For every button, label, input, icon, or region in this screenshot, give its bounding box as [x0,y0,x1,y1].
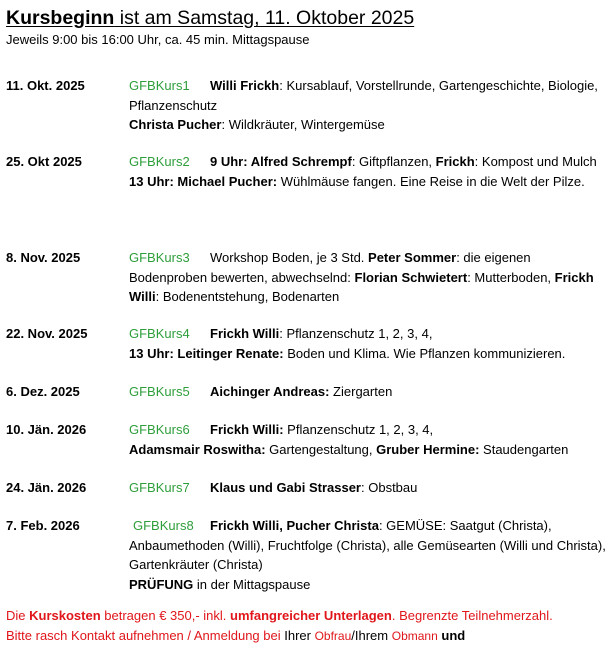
entry-date: 25. Okt 2025 [6,154,82,169]
description-line [129,478,609,498]
description-line [129,382,609,402]
footer-segment: Kurskosten [29,608,101,623]
text-segment: Staudengarten [479,441,569,457]
entry-description [129,420,609,459]
course-code: GFBKurs4 [129,326,190,341]
entry-date: 7. Feb. 2026 [6,518,80,533]
bold-segment: 13 Uhr: Leitinger Renate: [129,345,284,361]
course-code: GFBKurs7 [129,480,190,495]
text-segment: Boden und Klima. Wie Pflanzen kommunizieren. [283,345,566,361]
description-line [129,575,609,595]
footer-segment: umfangreicher Unterlagen [230,608,392,623]
entry-date: 10. Jän. 2026 [6,422,87,437]
entry-date: 22. Nov. 2025 [6,326,88,341]
footer-segment: betragen € 350,- inkl. [100,608,231,623]
text-segment: : Wildkräuter, Wintergemüse [221,117,385,132]
entry-description [129,382,609,402]
bold-segment: Klaus und Gabi Strasser [210,480,361,495]
title-rest: ist am Samstag, 11. Oktober 2025 [114,7,415,29]
description-line [129,76,609,115]
footer-segment: Bitte rasch Kontakt aufnehmen / Anmeldung bei [6,627,285,643]
entry-description [129,478,609,498]
bold-segment: Florian Schwietert [354,269,468,285]
bold-segment: PRÜFUNG [129,576,194,592]
entry-date: 11. Okt. 2025 [6,78,85,93]
entry-description [129,248,609,307]
text-segment: Pflanzenschutz 1, 2, 3, 4, [283,422,434,437]
bold-segment: Frickh [435,154,475,169]
text-segment: : Giftpflanzen, [351,154,436,169]
entry-description [129,76,609,135]
description-line [129,172,609,192]
description-line [129,248,609,307]
text-segment: Gartengestaltung, [265,441,377,457]
footer-segment: Ihrer [284,627,315,643]
course-code: GFBKurs5 [129,384,190,399]
course-code: GFBKurs8 [133,518,194,533]
bold-segment: Frickh Willi [210,326,280,341]
page-subtitle: Jeweils 9:00 bis 16:00 Uhr, ca. 45 min. Mittagspause [6,32,310,47]
text-segment: : Kursablauf, Vorstellrunde, Gartengeschichte, Biologie, Pflanzenschutz [129,78,598,113]
text-segment: in der Mittagspause [193,576,311,592]
entry-description [129,516,609,594]
title-bold: Kursbeginn [6,7,115,29]
bold-segment: 13 Uhr: Michael Pucher: [129,173,278,189]
footer-segment: Obfrau [314,628,352,643]
text-segment: : Mutterboden, [467,269,555,285]
text-segment: : die eigenen Bodenproben bewerten, abwechselnd: [129,250,531,285]
description-line [129,420,609,440]
text-segment: Ziergarten [329,384,393,399]
course-code: GFBKurs6 [129,422,190,437]
text-segment: : Obstbau [361,480,418,495]
text-segment: : Pflanzenschutz 1, 2, 3, 4, [279,326,433,341]
course-code: GFBKurs3 [129,250,190,265]
text-segment: : Bodenentstehung, Bodenarten [155,289,340,304]
description-line [129,152,609,172]
course-code: GFBKurs2 [129,154,190,169]
bold-segment: Aichinger Andreas: [210,384,330,399]
entry-date: 6. Dez. 2025 [6,384,80,399]
bold-segment: Frickh Willi, Pucher Christa [210,518,379,533]
footer-segment: Die [6,608,30,623]
text-segment: : GEMÜSE: Saatgut (Christa), Anbaumethoden (Willi), Fruchtfolge (Christa), alle Gemüsearten (Willi und Christa), Gartenkräuter (Christa) [129,518,606,572]
bold-segment: Adamsmair Roswitha: [129,441,266,457]
footer-line-costs [6,606,611,626]
entry-description [129,152,609,191]
footer-segment: und [437,627,466,643]
text-segment: Workshop Boden, je 3 Std. [210,250,369,265]
description-line [129,344,609,364]
bold-segment: Willi Frickh [210,78,280,93]
bold-segment: Peter Sommer [368,250,457,265]
text-segment: : Kompost und Mulch [474,154,597,169]
course-code: GFBKurs1 [129,78,190,93]
entry-date: 8. Nov. 2025 [6,250,81,265]
bold-segment: Gruber Hermine: [376,441,480,457]
bold-segment: 9 Uhr: Alfred Schrempf [210,154,352,169]
bold-segment: Christa Pucher [129,117,222,132]
description-line [129,516,609,575]
description-line [129,324,609,344]
footer-segment: /Ihrem [351,627,392,643]
footer-segment: Obmann [391,628,438,643]
entry-date: 24. Jän. 2026 [6,480,87,495]
footer-segment: . Begrenzte Teilnehmerzahl. [391,608,553,623]
page-title [6,7,414,29]
bold-segment: Frickh Willi [129,269,594,304]
description-line [129,440,609,460]
description-line [129,115,609,135]
footer-note [6,606,611,646]
text-segment: Wühlmäuse fangen. Eine Reise in die Welt der Pilze. [277,173,585,189]
bold-segment: Frickh Willi: [210,422,284,437]
footer-line-contact [6,626,611,646]
entry-description [129,324,609,363]
